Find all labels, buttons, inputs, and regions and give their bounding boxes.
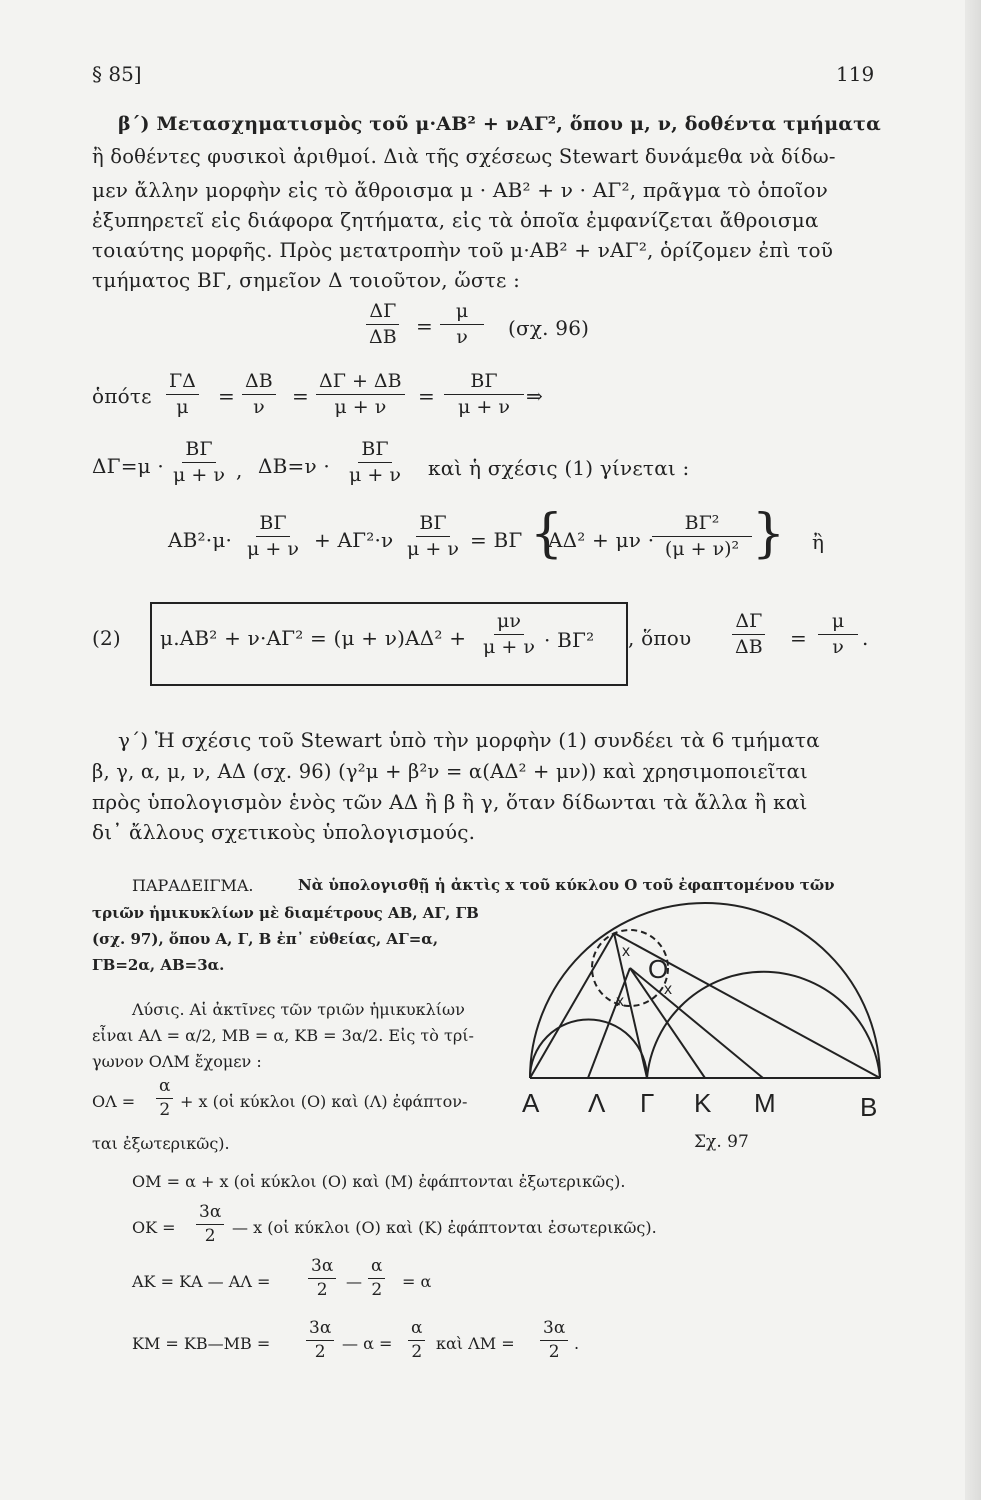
- figure-caption: Σχ. 97: [694, 1132, 749, 1152]
- eq5-frac-2: $\frac{\Delta\Gamma}{\Delta B}$: [732, 612, 766, 657]
- km-frac-1: $\frac{3\alpha}{2}$: [306, 1320, 334, 1361]
- figure-97: [518, 900, 898, 1140]
- ol-line-2: ται ἐξωτερικῶς).: [92, 1134, 230, 1153]
- eq2-frac-c: $\frac{\Delta\Gamma + \Delta B}{\mu + \nu}$: [316, 372, 405, 417]
- ol-frac: $\frac{\alpha}{2}$: [156, 1078, 173, 1119]
- eq2-eq-2: =: [292, 384, 309, 408]
- km-part3: καὶ ΛΜ =: [436, 1334, 515, 1353]
- beta-line-1: ἢ δοθέντες φυσικοὶ ἀριθμοί. Διὰ τῆς σχέσεως Stewart δυνάμεθα νὰ δίδω-: [92, 145, 836, 168]
- eq5-label: (2): [92, 626, 121, 650]
- eq4-brace-left: {: [530, 504, 564, 564]
- eq3-part1: ΔΓ=μ ·: [92, 454, 164, 478]
- eq5-part1: μ.ΑΒ² + ν·ΑΓ² = (μ + ν)ΑΔ² +: [160, 626, 467, 650]
- eq5-frac-3: $\frac{\mu}{\nu}$: [818, 612, 858, 657]
- eq4-brace-right: }: [752, 504, 786, 564]
- om-line: ΟΜ = α + x (οἱ κύκλοι (Ο) καὶ (Μ) ἐφάπτονται ἐξωτερικῶς).: [132, 1172, 626, 1191]
- ak-part1: ΑΚ = ΚΑ — ΑΛ =: [132, 1272, 271, 1291]
- eq4-part2: + ΑΓ²·ν: [314, 528, 394, 552]
- ok-frac: $\frac{3\alpha}{2}$: [196, 1204, 224, 1245]
- km-part1: ΚΜ = ΚΒ—ΜΒ =: [132, 1334, 271, 1353]
- beta-line-4: τοιαύτης μορφῆς. Πρὸς μετατροπὴν τοῦ μ·ΑΒ² + νΑΓ², ὁρίζομεν ἐπὶ τοῦ: [92, 238, 834, 262]
- eq4-frac-1: $\frac{B\Gamma}{\mu + \nu}$: [247, 512, 299, 560]
- figure-center-label: Ο: [648, 954, 669, 984]
- eq4-frac-3: $\frac{\text{ΒΓ²}}{\text{(μ + ν)²}}$: [652, 514, 752, 559]
- figure-x-label-2: x: [616, 993, 624, 1010]
- page-edge-shadow: [965, 0, 981, 1500]
- ak-part2: = α: [402, 1272, 432, 1291]
- eq3-frac-1: $\frac{B\Gamma}{\mu + \nu}$: [173, 438, 225, 486]
- km-frac-3: $\frac{3\alpha}{2}$: [540, 1320, 568, 1361]
- page-number: 119: [836, 62, 875, 86]
- eq3-comma: ,: [236, 458, 243, 482]
- gamma-line-4: δι᾽ ἄλλους σχετικοὺς ὑπολογισμούς.: [92, 820, 476, 844]
- eq5-equals: =: [790, 626, 807, 650]
- km-part2: — α =: [342, 1334, 393, 1353]
- eq1-equals: =: [416, 314, 433, 338]
- eq5-frac-1: $\frac{\mu\nu}{\mu + \nu}$: [483, 610, 535, 658]
- point-b: Β: [860, 1092, 878, 1122]
- line-a-top: [530, 933, 614, 1078]
- ok-part2: — x (οἱ κύκλοι (Ο) καὶ (Κ) ἐφάπτονται ἐσωτερικῶς).: [232, 1218, 657, 1237]
- gamma-line-3: πρὸς ὑπολογισμὸν ἑνὸς τῶν ΑΔ ἢ β ἢ γ, ὅταν δίδωνται τὰ ἄλλα ἢ καὶ: [92, 790, 808, 814]
- ol-part1: ΟΛ =: [92, 1092, 136, 1111]
- eq2-lead: ὁπότε: [92, 384, 152, 408]
- eq3-tail: καὶ ἡ σχέσις (1) γίνεται :: [428, 456, 690, 480]
- solution-line-2: εἶναι ΑΛ = α/2, ΜΒ = α, ΚΒ = 3α/2. Εἰς τὸ τρί-: [92, 1026, 474, 1045]
- km-frac-2: $\frac{\alpha}{2}$: [408, 1320, 425, 1361]
- eq4-frac-2: $\frac{B\Gamma}{\mu + \nu}$: [407, 512, 459, 560]
- eq2-frac-d: $\frac{B\Gamma}{\mu + \nu}$: [444, 372, 524, 417]
- example-line-1: Νὰ ὑπολογισθῇ ἡ ἀκτὶς x τοῦ κύκλου Ο τοῦ ἐφαπτομένου τῶν: [298, 876, 835, 894]
- point-g: Γ: [640, 1088, 655, 1118]
- eq2-eq-3: =: [418, 384, 435, 408]
- eq3-part2: ΔΒ=ν ·: [258, 454, 330, 478]
- ak-frac-2: $\frac{\alpha}{2}$: [368, 1258, 385, 1299]
- km-dot: .: [574, 1334, 580, 1353]
- point-a: Α: [522, 1088, 540, 1118]
- point-m: Μ: [754, 1088, 776, 1118]
- semicircle-gb: [647, 972, 880, 1078]
- example-line-2: τριῶν ἡμικυκλίων μὲ διαμέτρους ΑΒ, ΑΓ, ΓΒ: [92, 904, 479, 922]
- eq1-frac-right: $\frac{\mu}{\nu}$: [440, 302, 484, 347]
- eq2-frac-a: $\frac{\Gamma\Delta}{\mu}$: [166, 372, 199, 417]
- eq3-frac-2: $\frac{B\Gamma}{\mu + \nu}$: [349, 438, 401, 486]
- gamma-line-1: γ΄) Ἡ σχέσις τοῦ Stewart ὑπὸ τὴν μορφὴν (1) συνδέει τὰ 6 τμήματα: [118, 728, 820, 752]
- eq2-eq-1: =: [218, 384, 235, 408]
- gamma-line-2: β, γ, α, μ, ν, ΑΔ (σχ. 96) (γ²μ + β²ν = α(ΑΔ² + μν)) καὶ χρησιμοποιεῖται: [92, 760, 808, 783]
- eq4-part1: ΑΒ²·μ·: [168, 528, 233, 552]
- solution-line-3: γωνον ΟΛΜ ἔχομεν :: [92, 1052, 262, 1071]
- beta-line-5: τμήματος ΒΓ, σημεῖον Δ τοιοῦτον, ὥστε :: [92, 268, 521, 292]
- eq1-ref: (σχ. 96): [508, 316, 590, 340]
- example-line-3: (σχ. 97), ὅπου Α, Γ, Β ἐπ᾽ εὐθείας, ΑΓ=α,: [92, 930, 439, 948]
- point-k: Κ: [694, 1088, 712, 1118]
- eq5-part2: · ΒΓ²: [544, 628, 595, 652]
- section-ref: § 85]: [92, 62, 142, 86]
- figure-x-label-3: x: [664, 981, 672, 998]
- ol-part2: + x (οἱ κύκλοι (Ο) καὶ (Λ) ἐφάπτον-: [180, 1092, 468, 1111]
- eq4-part4: ΑΔ² + μν ·: [548, 528, 655, 552]
- point-l: Λ: [588, 1088, 606, 1118]
- figure-x-label-1: x: [622, 943, 630, 960]
- eq5-where: , ὅπου: [628, 626, 692, 650]
- example-heading: ΠΑΡΑΔΕΙΓΜΑ.: [132, 876, 254, 895]
- eq2-arrow: ⇒: [526, 384, 543, 408]
- line-lo: [588, 968, 630, 1078]
- beta-line-2: μεν ἄλλην μορφὴν εἰς τὸ ἄθροισμα μ · ΑΒ² + ν · ΑΓ², πρᾶγμα τὸ ὁποῖον: [92, 178, 828, 202]
- eq4-tail: ἢ: [812, 530, 825, 554]
- eq2-frac-b: $\frac{\Delta B}{\nu}$: [242, 372, 276, 417]
- solution-line-1: Λύσις. Αἱ ἀκτῖνες τῶν τριῶν ἡμικυκλίων: [132, 1000, 465, 1019]
- ok-part1: ΟΚ =: [132, 1218, 176, 1237]
- ak-minus: —: [346, 1272, 362, 1291]
- eq1-frac-left: $\frac{\Delta\Gamma}{\Delta B}$: [366, 302, 400, 347]
- eq4-part3: = ΒΓ: [470, 528, 523, 552]
- example-line-4: ΓΒ=2α, ΑΒ=3α.: [92, 956, 225, 974]
- eq5-dot: .: [862, 626, 869, 650]
- beta-line-3: ἐξυπηρετεῖ εἰς διάφορα ζητήματα, εἰς τὰ ὁποῖα ἐμφανίζεται ἄθροισμα: [92, 208, 819, 232]
- ak-frac-1: $\frac{3\alpha}{2}$: [308, 1258, 336, 1299]
- beta-title: β΄) Μετασχηματισμὸς τοῦ μ·ΑΒ² + νΑΓ², ὅπου μ, ν, δοθέντα τμήματα: [118, 113, 881, 135]
